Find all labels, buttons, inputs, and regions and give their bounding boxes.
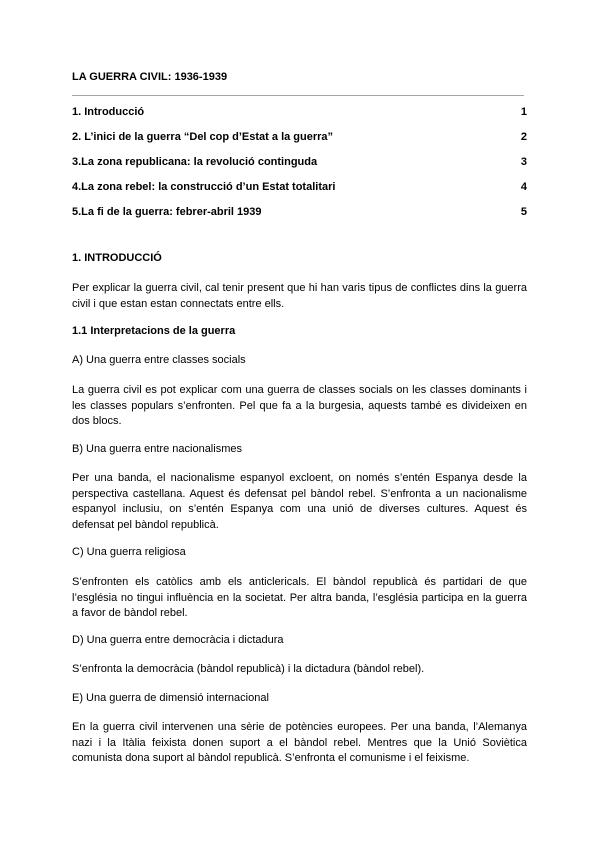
item-heading: C) Una guerra religiosa	[72, 546, 186, 558]
toc-entry-label: 1. Introducció	[72, 106, 145, 118]
toc-entry-page: 5	[520, 206, 527, 218]
toc-entry-page: 3	[520, 156, 527, 168]
subsection-heading: 1.1 Interpretacions de la guerra	[72, 325, 236, 337]
item-paragraph: La guerra civil es pot explicar com una guerra de classes socials on les classes dominants i les classes populars s’enfronten. Pel que fa a la burgesia, aquests també es divideixen en dos blocs.	[72, 384, 527, 427]
toc-entry[interactable]	[72, 106, 527, 120]
item-heading: B) Una guerra entre nacionalismes	[72, 443, 242, 455]
intro-paragraph: Per explicar la guerra civil, cal tenir present que hi han varis tipus de conflictes dins la guerra civil i que estan estan connectats entre ells.	[72, 282, 527, 310]
toc-entry-label: 5.La fi de la guerra: febrer-abril 1939	[72, 206, 262, 218]
item-heading: D) Una guerra entre democràcia i dictadura	[72, 634, 284, 646]
toc-entry-label: 4.La zona rebel: la construcció d’un Estat totalitari	[72, 181, 336, 193]
toc-entry[interactable]	[72, 156, 527, 170]
item-heading: E) Una guerra de dimensió internacional	[72, 692, 269, 704]
toc-entry-label: 3.La zona republicana: la revolució continguda	[72, 156, 318, 168]
toc-entry-page: 4	[520, 181, 527, 193]
toc-entry[interactable]	[72, 181, 527, 195]
toc-entry[interactable]	[72, 206, 527, 220]
item-paragraph: En la guerra civil intervenen una sèrie de potències europees. Per una banda, l’Alemanya nazi i la Itàlia feixista donen suport a el bàndol rebel. Mentres que la Unió Soviètica comunista dona suport al bàndol republicà. S’enfronta el comunisme i el feixisme.	[72, 721, 527, 764]
document-title: LA GUERRA CIVIL: 1936-1939	[72, 71, 228, 83]
toc-entry-label: 2. L’inici de la guerra “Del cop d’Estat a la guerra”	[72, 131, 334, 143]
toc-entry[interactable]	[72, 131, 527, 145]
section-heading: 1. INTRODUCCIÓ	[72, 252, 162, 264]
item-paragraph: S’enfronta la democràcia (bàndol republicà) i la dictadura (bàndol rebel).	[72, 663, 425, 675]
toc-entry-page: 2	[520, 131, 527, 143]
item-paragraph: S’enfronten els catòlics amb els anticlericals. El bàndol republicà és partidari de que l’església no tingui influència en la societat. Per altra banda, l’església participa en la guerra a favor de bàndol rebel.	[72, 576, 527, 619]
title-divider	[72, 95, 524, 96]
item-heading: A) Una guerra entre classes socials	[72, 354, 246, 366]
item-paragraph: Per una banda, el nacionalisme espanyol excloent, on només s’entén Espanya desde la perspectiva castellana. Aquest és defensat pel bàndol rebel. S’enfronta a un nacionalisme espanyol inclusiu, on s’entén Espanya com una unió de diverses cultures. Aquest és defensat pel bàndol republicà.	[72, 472, 527, 531]
toc-entry-page: 1	[520, 106, 527, 118]
